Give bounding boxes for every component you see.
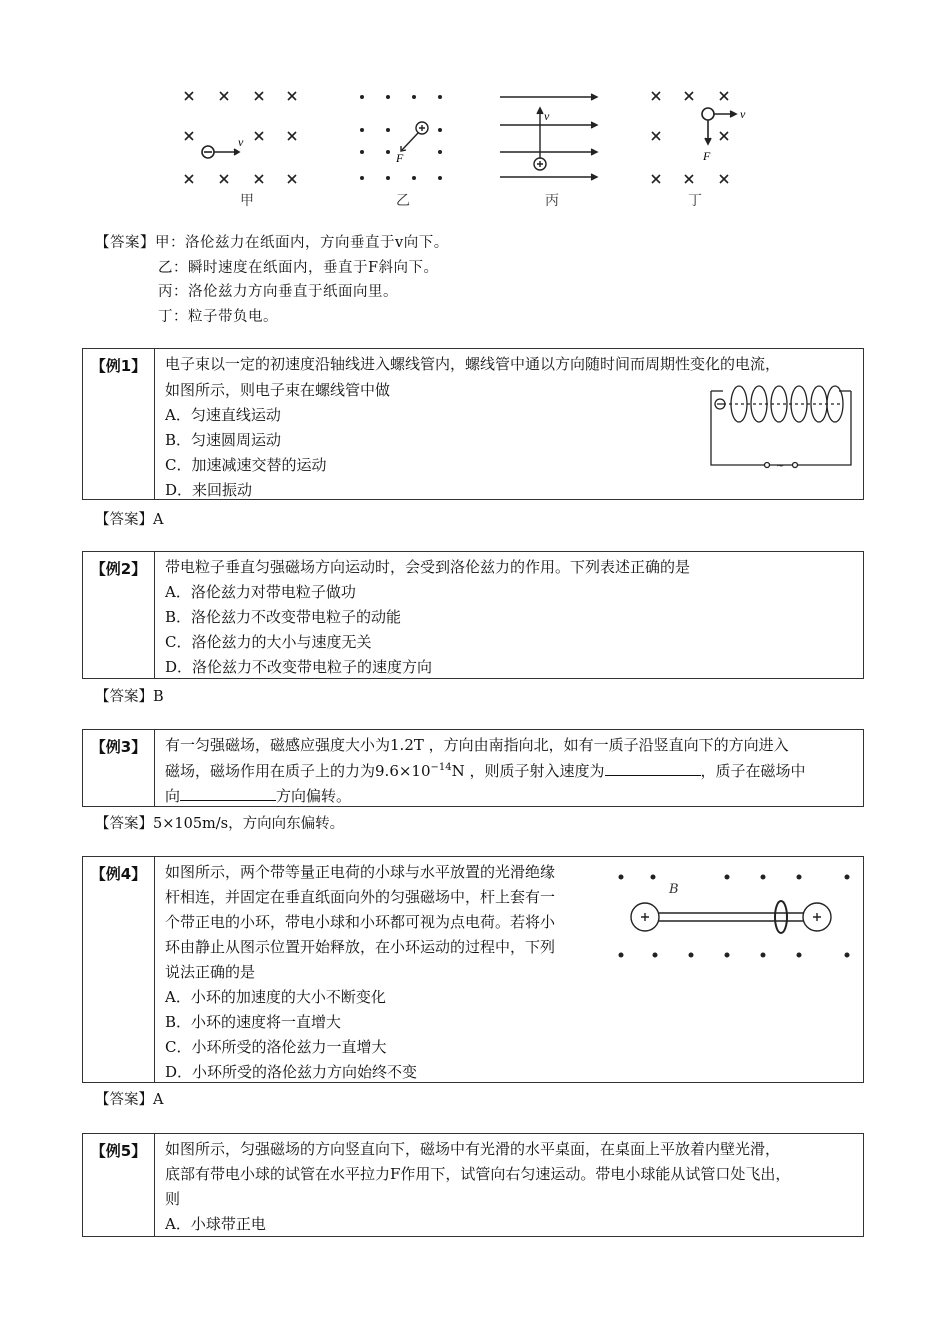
example-3-line-1: 有一匀强磁场，磁感应强度大小为1.2T ，方向由南指向北，如有一质子沿竖直向下的方向进入 <box>165 736 789 754</box>
example-4-option-b: B．小环的速度将一直增大 <box>165 1013 342 1031</box>
example-2-option-b: B．洛伦兹力不改变带电粒子的动能 <box>165 608 402 626</box>
example-5-box <box>82 1133 864 1237</box>
example-3-line-2 <box>165 760 806 781</box>
answer-prefix: 【答案】 <box>95 235 155 251</box>
example-4-option-a: A．小环的加速度的大小不断变化 <box>165 988 386 1006</box>
example-5-option-a: A．小球带正电 <box>165 1215 266 1233</box>
example-1-box <box>82 348 864 500</box>
example-5-tag: 【例5】 <box>83 1134 155 1236</box>
example-4-line: 杆相连，并固定在垂直纸面向外的匀强磁场中，杆上套有一 <box>165 888 556 906</box>
example-2-option-a: A．洛伦兹力对带电粒子做功 <box>165 583 356 601</box>
label-yi: 乙 <box>396 193 410 209</box>
f-label-yi: F <box>396 151 404 165</box>
example-5-line: 如图所示，匀强磁场的方向竖直向下，磁场中有光滑的水平桌面，在桌面上平放着内壁光滑， <box>165 1140 781 1158</box>
v-label-jia: v <box>238 135 244 149</box>
example-2-box <box>82 551 864 679</box>
example-4-option-d: D．小环所受的洛伦兹力方向始终不变 <box>165 1063 418 1081</box>
example-2-option-c: C．洛伦兹力的大小与速度无关 <box>165 633 372 651</box>
example-1-option-d: D．来回振动 <box>165 481 253 499</box>
example-4-answer: 【答案】A <box>95 1092 164 1108</box>
answer-top-line-3: 丙：洛伦兹力方向垂直于纸面向里。 <box>158 284 398 300</box>
example-2-tag: 【例2】 <box>83 552 155 678</box>
example-3-line-3 <box>165 785 351 806</box>
example-4-option-c: C．小环所受的洛伦兹力一直增大 <box>165 1038 387 1056</box>
answer-top-line-4: 丁：粒子带负电。 <box>158 309 278 325</box>
answer-top-line-1 <box>95 231 449 252</box>
answer-text: 甲：洛伦兹力在纸面内，方向垂直于v向下。 <box>155 235 449 251</box>
example-5-line: 则 <box>165 1190 181 1208</box>
example-1-option-c: C．加速减速交替的运动 <box>165 456 327 474</box>
label-jia: 甲 <box>240 193 254 209</box>
svg-text:~: ~ <box>776 461 785 469</box>
example-2-answer: 【答案】B <box>95 689 164 705</box>
example-1-line: 如图所示，则电子束在螺线管中做 <box>165 381 391 399</box>
example-4-line: 说法正确的是 <box>165 963 256 981</box>
b-label: B <box>669 882 679 897</box>
answer-blank-speed[interactable] <box>605 761 701 776</box>
example-1-tag: 【例1】 <box>83 349 155 499</box>
answer-top-line-2: 乙：瞬时速度在纸面内，垂直于F斜向下。 <box>158 260 439 276</box>
example-5-line: 底部有带电小球的试管在水平拉力F作用下，试管向右匀速运动。带电小球能从试管口处飞出， <box>165 1165 791 1183</box>
panel-yi <box>360 95 442 180</box>
panel-bing <box>500 94 597 180</box>
example-2-stem: 带电粒子垂直匀强磁场方向运动时，会受到洛伦兹力的作用。下列表述正确的是 <box>165 558 691 576</box>
example-4-line: 个带正电的小环，带电小球和小环都可视为点电荷。若将小 <box>165 913 556 931</box>
example-3-text: 向 <box>165 787 181 805</box>
example-4-line: 环由静止从图示位置开始释放，在小环运动的过程中，下列 <box>165 938 556 956</box>
example-3-text: 磁场，磁场作用在质子上的力为9.6×10 <box>165 762 431 780</box>
example-4-tag: 【例4】 <box>83 857 155 1082</box>
panel-ding <box>652 92 736 183</box>
example-3-answer: 【答案】5×105m/s，方向向东偏转。 <box>95 816 345 832</box>
example-2-option-d: D．洛伦兹力不改变带电粒子的速度方向 <box>165 658 433 676</box>
label-ding: 丁 <box>688 193 702 209</box>
example-4-box <box>82 856 864 1083</box>
example-3-tag: 【例3】 <box>83 730 155 806</box>
exponent: −14 <box>430 762 452 773</box>
example-3-text: 方向偏转。 <box>276 787 352 805</box>
v-label-bing: v <box>544 109 550 123</box>
example-1-option-b: B．匀速圆周运动 <box>165 431 282 449</box>
f-label-ding: F <box>703 149 711 163</box>
example-1-option-a: A．匀速直线运动 <box>165 406 281 424</box>
example-3-text: ，质子在磁场中 <box>700 762 806 780</box>
example-1-answer: 【答案】A <box>95 512 164 528</box>
solenoid-diagram <box>703 379 853 469</box>
answer-blank-direction[interactable] <box>180 786 276 801</box>
rod-ring-diagram <box>611 867 856 962</box>
top-figure <box>170 80 770 215</box>
example-3-text: N ，则质子射入速度为 <box>451 762 605 780</box>
label-bing: 丙 <box>545 193 559 209</box>
v-label-ding: v <box>740 107 746 121</box>
example-1-line: 电子束以一定的初速度沿轴线进入螺线管内，螺线管中通以方向随时间而周期性变化的电流， <box>165 355 781 373</box>
example-3-box <box>82 729 864 807</box>
example-4-line: 如图所示，两个带等量正电荷的小球与水平放置的光滑绝缘 <box>165 863 556 881</box>
